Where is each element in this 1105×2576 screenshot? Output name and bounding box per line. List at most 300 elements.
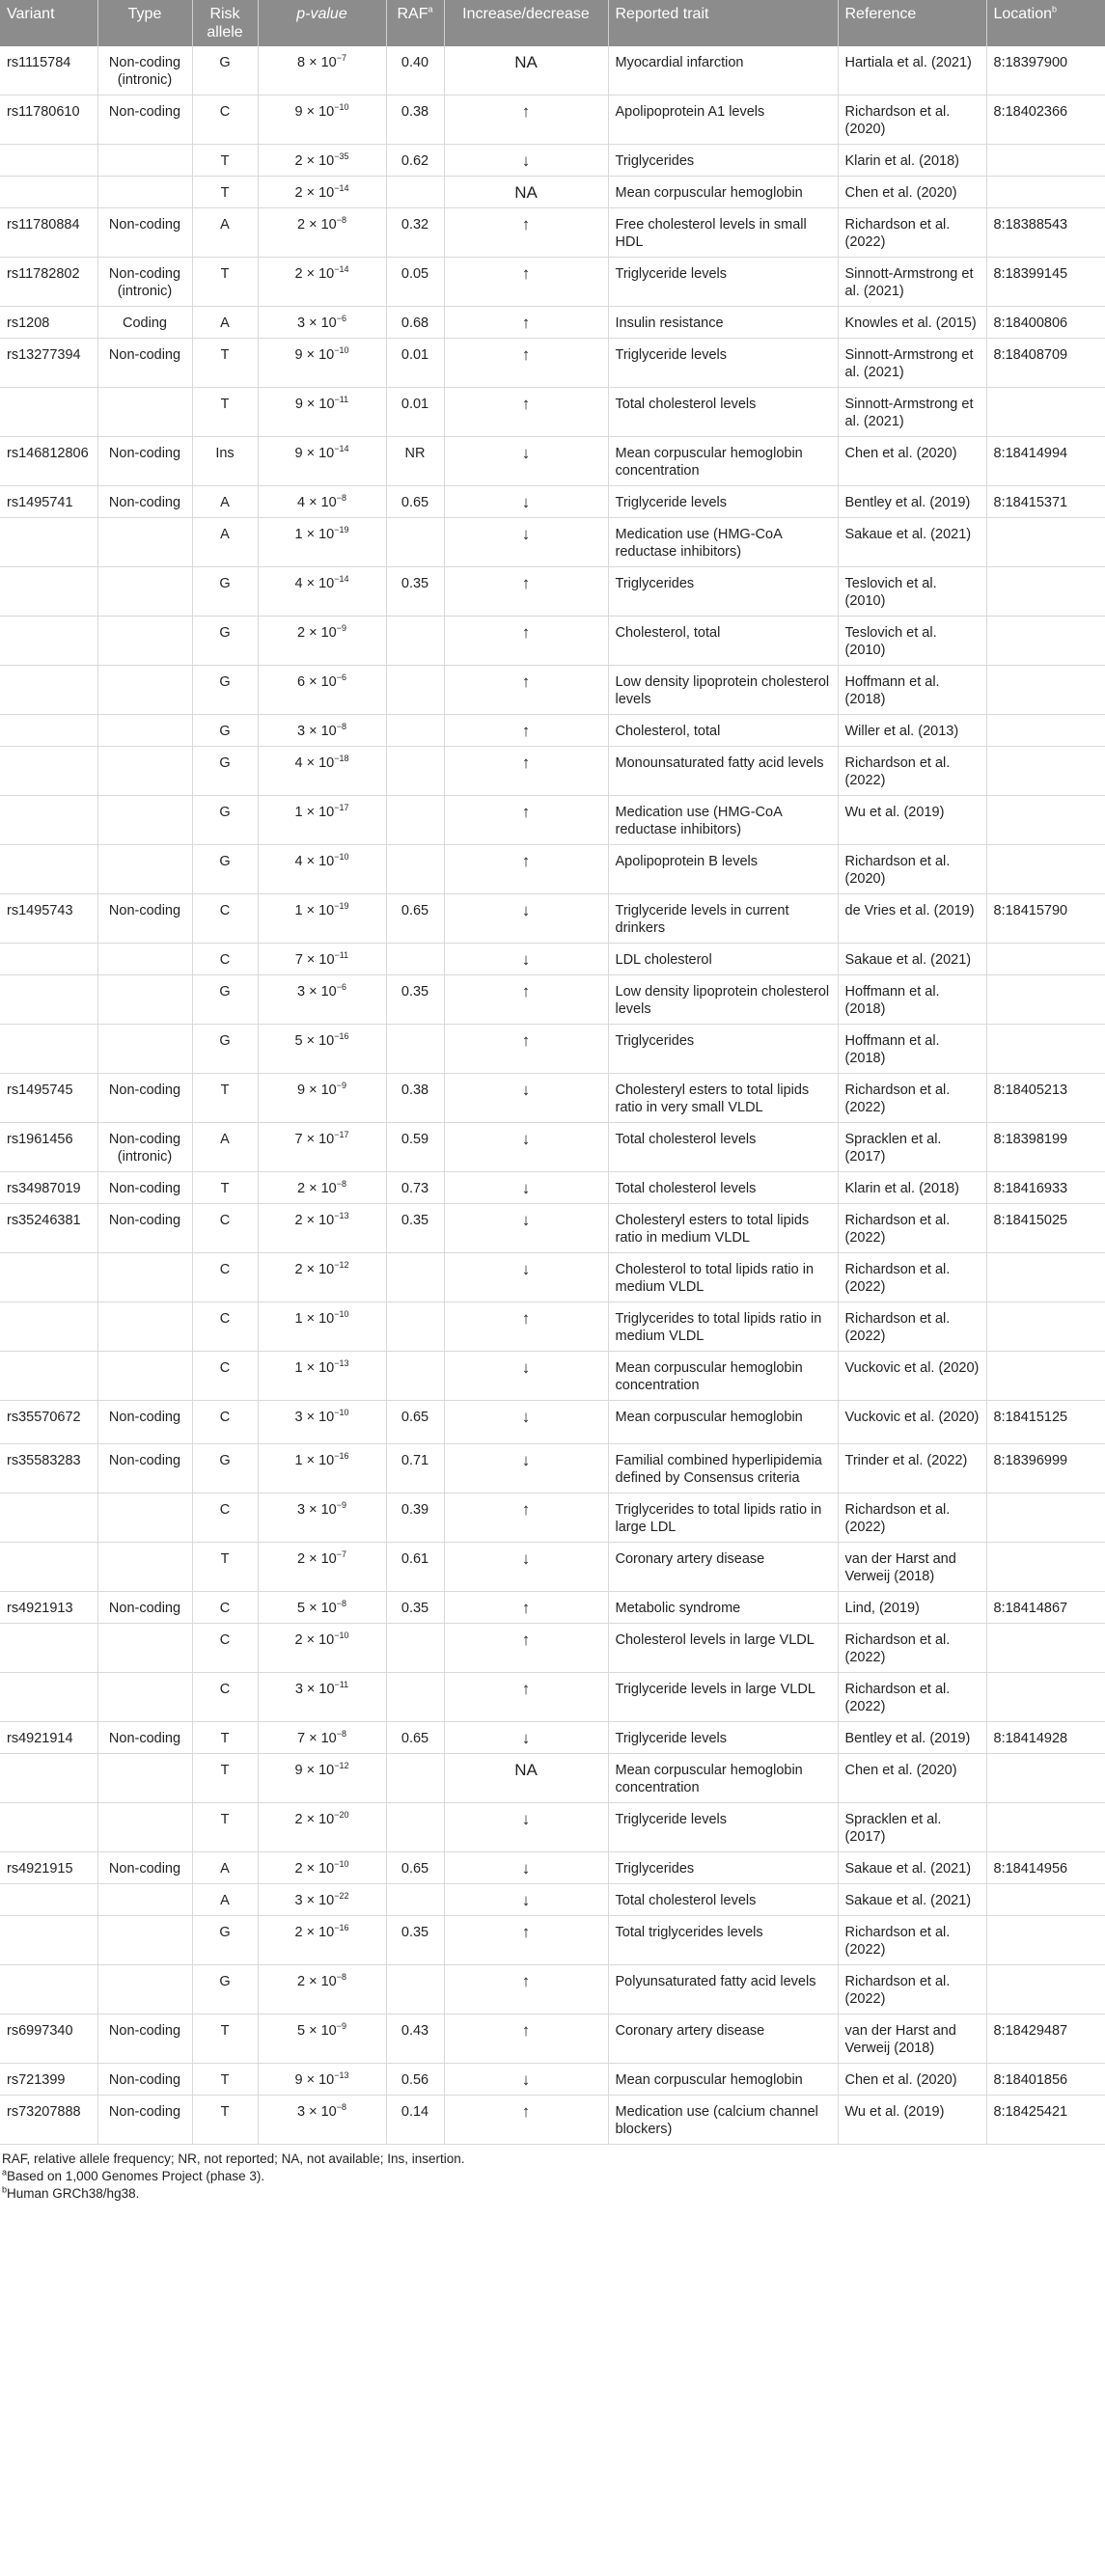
cell-risk-allele: G bbox=[192, 975, 258, 1025]
cell-direction: ↓ bbox=[444, 1172, 608, 1204]
cell-p-value bbox=[258, 145, 386, 177]
cell-raf: 0.01 bbox=[386, 339, 444, 388]
cell-location bbox=[986, 388, 1105, 437]
cell-variant bbox=[0, 1916, 97, 1965]
cell-location bbox=[986, 1543, 1105, 1592]
p-value-exponent: −22 bbox=[334, 1891, 349, 1902]
cell-p-value bbox=[258, 1916, 386, 1965]
p-value-mantissa: 3 × 10 bbox=[294, 1893, 335, 1908]
cell-type bbox=[97, 715, 192, 747]
cell-risk-allele: A bbox=[192, 307, 258, 339]
cell-location: 8:18415025 bbox=[986, 1204, 1105, 1253]
cell-location: 8:18415790 bbox=[986, 894, 1105, 944]
cell-p-value bbox=[258, 1624, 386, 1673]
table-row bbox=[0, 845, 1105, 894]
p-value-exponent: −8 bbox=[336, 722, 346, 732]
cell-direction: ↑ bbox=[444, 1592, 608, 1624]
p-value-exponent: −9 bbox=[336, 2021, 346, 2032]
cell-raf bbox=[386, 1754, 444, 1803]
table-row bbox=[0, 1401, 1105, 1444]
cell-raf bbox=[386, 1965, 444, 2014]
cell-type: Non-coding bbox=[97, 437, 192, 486]
p-value-mantissa: 1 × 10 bbox=[294, 1311, 335, 1327]
cell-risk-allele: C bbox=[192, 1494, 258, 1543]
cell-p-value bbox=[258, 1253, 386, 1302]
cell-location: 8:18402366 bbox=[986, 96, 1105, 145]
cell-variant: rs4921914 bbox=[0, 1722, 97, 1754]
cell-raf: 0.35 bbox=[386, 567, 444, 617]
cell-raf: 0.35 bbox=[386, 1204, 444, 1253]
table-row bbox=[0, 1754, 1105, 1803]
cell-reference: Sakaue et al. (2021) bbox=[838, 944, 986, 975]
p-value-exponent: −35 bbox=[334, 151, 349, 162]
cell-p-value bbox=[258, 2096, 386, 2145]
p-value-mantissa: 7 × 10 bbox=[294, 952, 335, 968]
cell-p-value bbox=[258, 845, 386, 894]
cell-risk-allele: T bbox=[192, 2014, 258, 2064]
cell-direction: ↓ bbox=[444, 1401, 608, 1444]
cell-p-value bbox=[258, 339, 386, 388]
cell-type bbox=[97, 1884, 192, 1916]
cell-raf bbox=[386, 747, 444, 796]
cell-direction: ↓ bbox=[444, 486, 608, 518]
cell-location: 8:18401856 bbox=[986, 2064, 1105, 2096]
cell-variant bbox=[0, 1253, 97, 1302]
p-value-exponent: −10 bbox=[334, 852, 349, 863]
cell-risk-allele: T bbox=[192, 1754, 258, 1803]
cell-type: Non-coding bbox=[97, 1172, 192, 1204]
cell-risk-allele: T bbox=[192, 1803, 258, 1852]
cell-p-value bbox=[258, 2064, 386, 2096]
p-value-mantissa: 3 × 10 bbox=[294, 1682, 335, 1697]
p-value-mantissa: 1 × 10 bbox=[294, 903, 335, 918]
cell-reference: Sakaue et al. (2021) bbox=[838, 1884, 986, 1916]
cell-risk-allele: T bbox=[192, 2064, 258, 2096]
cell-type bbox=[97, 666, 192, 715]
cell-risk-allele: G bbox=[192, 845, 258, 894]
cell-reported-trait: Mean corpuscular hemoglobin concentration bbox=[608, 1754, 838, 1803]
table-row bbox=[0, 2014, 1105, 2064]
cell-raf bbox=[386, 1673, 444, 1722]
cell-reported-trait: Mean corpuscular hemoglobin bbox=[608, 1401, 838, 1444]
cell-direction: ↓ bbox=[444, 2064, 608, 2096]
cell-direction: ↓ bbox=[444, 1253, 608, 1302]
cell-location: 8:18388543 bbox=[986, 208, 1105, 258]
cell-risk-allele: T bbox=[192, 177, 258, 208]
header-type: Type bbox=[97, 0, 192, 46]
cell-reference: Sakaue et al. (2021) bbox=[838, 1852, 986, 1884]
header-variant: Variant bbox=[0, 0, 97, 46]
cell-direction: ↓ bbox=[444, 437, 608, 486]
p-value-mantissa: 2 × 10 bbox=[297, 1974, 337, 1989]
cell-type bbox=[97, 944, 192, 975]
header-p-value: p-value bbox=[258, 0, 386, 46]
cell-p-value bbox=[258, 1401, 386, 1444]
cell-location bbox=[986, 845, 1105, 894]
header-row bbox=[0, 0, 1105, 46]
cell-variant bbox=[0, 1884, 97, 1916]
cell-raf: 0.65 bbox=[386, 894, 444, 944]
cell-raf bbox=[386, 1025, 444, 1074]
cell-direction: NA bbox=[444, 177, 608, 208]
cell-p-value bbox=[258, 1592, 386, 1624]
cell-reference: Richardson et al. (2022) bbox=[838, 1965, 986, 2014]
cell-location: 8:18405213 bbox=[986, 1074, 1105, 1123]
cell-variant: rs146812806 bbox=[0, 437, 97, 486]
cell-risk-allele: A bbox=[192, 1884, 258, 1916]
cell-raf: 0.62 bbox=[386, 145, 444, 177]
cell-reported-trait: Apolipoprotein B levels bbox=[608, 845, 838, 894]
table-row bbox=[0, 1302, 1105, 1352]
table-row bbox=[0, 1916, 1105, 1965]
cell-type bbox=[97, 845, 192, 894]
cell-p-value bbox=[258, 796, 386, 845]
cell-reported-trait: Apolipoprotein A1 levels bbox=[608, 96, 838, 145]
p-value-exponent: −10 bbox=[334, 1859, 349, 1870]
cell-p-value bbox=[258, 944, 386, 975]
p-value-exponent: −12 bbox=[334, 1260, 349, 1271]
cell-raf bbox=[386, 796, 444, 845]
table-row bbox=[0, 1884, 1105, 1916]
cell-raf bbox=[386, 1624, 444, 1673]
cell-reference: Richardson et al. (2022) bbox=[838, 1253, 986, 1302]
cell-raf: 0.38 bbox=[386, 96, 444, 145]
cell-raf: 0.35 bbox=[386, 975, 444, 1025]
p-value-exponent: −14 bbox=[334, 574, 349, 585]
cell-location: 8:18425421 bbox=[986, 2096, 1105, 2145]
cell-variant bbox=[0, 388, 97, 437]
cell-risk-allele: A bbox=[192, 518, 258, 567]
p-value-exponent: −13 bbox=[334, 2070, 349, 2081]
cell-variant bbox=[0, 1302, 97, 1352]
cell-risk-allele: T bbox=[192, 2096, 258, 2145]
cell-direction: ↑ bbox=[444, 1673, 608, 1722]
cell-direction: ↓ bbox=[444, 944, 608, 975]
cell-variant bbox=[0, 1025, 97, 1074]
cell-p-value bbox=[258, 617, 386, 666]
table-row bbox=[0, 1965, 1105, 2014]
cell-direction: ↑ bbox=[444, 617, 608, 666]
table-row bbox=[0, 339, 1105, 388]
cell-risk-allele: C bbox=[192, 1592, 258, 1624]
cell-location bbox=[986, 1302, 1105, 1352]
p-value-exponent: −13 bbox=[334, 1211, 349, 1221]
cell-type bbox=[97, 518, 192, 567]
table-row bbox=[0, 567, 1105, 617]
cell-reference: Klarin et al. (2018) bbox=[838, 145, 986, 177]
table-row bbox=[0, 46, 1105, 96]
cell-risk-allele: C bbox=[192, 1352, 258, 1401]
cell-variant bbox=[0, 944, 97, 975]
cell-reference: Richardson et al. (2022) bbox=[838, 1074, 986, 1123]
cell-direction: ↓ bbox=[444, 1204, 608, 1253]
cell-location bbox=[986, 1965, 1105, 2014]
p-value-mantissa: 2 × 10 bbox=[294, 185, 335, 201]
cell-location bbox=[986, 518, 1105, 567]
cell-location bbox=[986, 1025, 1105, 1074]
cell-risk-allele: C bbox=[192, 1302, 258, 1352]
cell-p-value bbox=[258, 1673, 386, 1722]
cell-reported-trait: Low density lipoprotein cholesterol levels bbox=[608, 975, 838, 1025]
cell-type bbox=[97, 145, 192, 177]
cell-reference: Vuckovic et al. (2020) bbox=[838, 1352, 986, 1401]
cell-reported-trait: Metabolic syndrome bbox=[608, 1592, 838, 1624]
cell-direction: ↑ bbox=[444, 2096, 608, 2145]
p-value-exponent: −7 bbox=[336, 53, 346, 64]
p-value-exponent: −8 bbox=[336, 1179, 346, 1190]
cell-reported-trait: Triglycerides to total lipids ratio in large LDL bbox=[608, 1494, 838, 1543]
cell-variant bbox=[0, 617, 97, 666]
cell-risk-allele: C bbox=[192, 1204, 258, 1253]
cell-raf: 0.14 bbox=[386, 2096, 444, 2145]
cell-reported-trait: Medication use (HMG-CoA reductase inhibitors) bbox=[608, 518, 838, 567]
p-value-mantissa: 2 × 10 bbox=[297, 217, 337, 233]
cell-type: Non-coding bbox=[97, 1444, 192, 1494]
cell-direction: ↑ bbox=[444, 2014, 608, 2064]
p-value-mantissa: 2 × 10 bbox=[294, 1812, 335, 1827]
cell-risk-allele: T bbox=[192, 339, 258, 388]
cell-direction: ↑ bbox=[444, 1916, 608, 1965]
cell-reference: Hartiala et al. (2021) bbox=[838, 46, 986, 96]
table-row bbox=[0, 2064, 1105, 2096]
cell-reference: Richardson et al. (2022) bbox=[838, 1204, 986, 1253]
cell-raf bbox=[386, 944, 444, 975]
table-row bbox=[0, 518, 1105, 567]
cell-raf bbox=[386, 1884, 444, 1916]
cell-risk-allele: Ins bbox=[192, 437, 258, 486]
cell-variant bbox=[0, 1624, 97, 1673]
cell-p-value bbox=[258, 486, 386, 518]
cell-location bbox=[986, 1884, 1105, 1916]
cell-reference: Wu et al. (2019) bbox=[838, 2096, 986, 2145]
p-value-mantissa: 5 × 10 bbox=[297, 2023, 337, 2039]
cell-direction: ↑ bbox=[444, 666, 608, 715]
cell-variant: rs73207888 bbox=[0, 2096, 97, 2145]
cell-variant: rs6997340 bbox=[0, 2014, 97, 2064]
cell-location bbox=[986, 145, 1105, 177]
cell-direction: ↑ bbox=[444, 1302, 608, 1352]
p-value-exponent: −10 bbox=[334, 1408, 349, 1418]
cell-direction: ↑ bbox=[444, 1494, 608, 1543]
cell-location: 8:18415371 bbox=[986, 486, 1105, 518]
cell-location bbox=[986, 715, 1105, 747]
table-row bbox=[0, 307, 1105, 339]
cell-p-value bbox=[258, 2014, 386, 2064]
cell-location bbox=[986, 1803, 1105, 1852]
cell-direction: ↑ bbox=[444, 975, 608, 1025]
table-row bbox=[0, 1123, 1105, 1172]
p-value-exponent: −10 bbox=[334, 1309, 349, 1320]
cell-risk-allele: C bbox=[192, 1401, 258, 1444]
cell-direction: ↓ bbox=[444, 1444, 608, 1494]
p-value-exponent: −8 bbox=[336, 215, 346, 226]
cell-risk-allele: T bbox=[192, 388, 258, 437]
cell-risk-allele: G bbox=[192, 747, 258, 796]
cell-p-value bbox=[258, 1543, 386, 1592]
cell-risk-allele: T bbox=[192, 1172, 258, 1204]
cell-variant bbox=[0, 1352, 97, 1401]
table-row bbox=[0, 1204, 1105, 1253]
cell-risk-allele: T bbox=[192, 1074, 258, 1123]
cell-type bbox=[97, 1302, 192, 1352]
cell-location: 8:18398199 bbox=[986, 1123, 1105, 1172]
cell-risk-allele: G bbox=[192, 1444, 258, 1494]
cell-direction: ↓ bbox=[444, 1803, 608, 1852]
cell-reported-trait: Medication use (HMG-CoA reductase inhibitors) bbox=[608, 796, 838, 845]
cell-reference: Willer et al. (2013) bbox=[838, 715, 986, 747]
p-value-mantissa: 5 × 10 bbox=[297, 1601, 337, 1616]
cell-location: 8:18414956 bbox=[986, 1852, 1105, 1884]
cell-variant bbox=[0, 975, 97, 1025]
p-value-exponent: −6 bbox=[336, 314, 346, 324]
table-row bbox=[0, 1852, 1105, 1884]
cell-reported-trait: Triglycerides bbox=[608, 567, 838, 617]
cell-type: Non-coding bbox=[97, 1401, 192, 1444]
table-row bbox=[0, 617, 1105, 666]
footnotes bbox=[0, 2145, 1105, 2203]
cell-type: Non-coding bbox=[97, 1722, 192, 1754]
cell-type: Non-coding bbox=[97, 1592, 192, 1624]
table-row bbox=[0, 1494, 1105, 1543]
p-value-mantissa: 3 × 10 bbox=[297, 1502, 337, 1518]
table-row bbox=[0, 1673, 1105, 1722]
cell-risk-allele: C bbox=[192, 1253, 258, 1302]
cell-type: Coding bbox=[97, 307, 192, 339]
cell-raf bbox=[386, 715, 444, 747]
footnote-abbreviations: RAF, relative allele frequency; NR, not reported; NA, not available; Ins, insertion. bbox=[2, 2151, 465, 2166]
cell-reference: Richardson et al. (2022) bbox=[838, 208, 986, 258]
cell-type: Non-coding bbox=[97, 2014, 192, 2064]
cell-location: 8:18399145 bbox=[986, 258, 1105, 307]
cell-p-value bbox=[258, 46, 386, 96]
cell-direction: ↑ bbox=[444, 208, 608, 258]
cell-p-value bbox=[258, 307, 386, 339]
cell-p-value bbox=[258, 388, 386, 437]
cell-p-value bbox=[258, 1302, 386, 1352]
footnote-b: $^b$Human GRCh38/hg38. bbox=[2, 2184, 140, 2201]
cell-type bbox=[97, 1025, 192, 1074]
cell-reported-trait: Total cholesterol levels bbox=[608, 1123, 838, 1172]
p-value-mantissa: 4 × 10 bbox=[294, 755, 335, 771]
cell-risk-allele: G bbox=[192, 46, 258, 96]
cell-type bbox=[97, 1916, 192, 1965]
cell-reported-trait: Monounsaturated fatty acid levels bbox=[608, 747, 838, 796]
p-value-exponent: −8 bbox=[336, 1972, 346, 1983]
cell-variant: rs1208 bbox=[0, 307, 97, 339]
cell-reference: Hoffmann et al. (2018) bbox=[838, 1025, 986, 1074]
cell-reference: Bentley et al. (2019) bbox=[838, 486, 986, 518]
p-value-mantissa: 4 × 10 bbox=[294, 576, 335, 591]
cell-reference: Sinnott-Armstrong et al. (2021) bbox=[838, 258, 986, 307]
cell-variant: rs35570672 bbox=[0, 1401, 97, 1444]
cell-variant: rs11782802 bbox=[0, 258, 97, 307]
table-row bbox=[0, 1592, 1105, 1624]
cell-location: 8:18429487 bbox=[986, 2014, 1105, 2064]
cell-type bbox=[97, 1253, 192, 1302]
cell-p-value bbox=[258, 1722, 386, 1754]
p-value-exponent: −10 bbox=[334, 1631, 349, 1641]
table-row bbox=[0, 2096, 1105, 2145]
table-row bbox=[0, 486, 1105, 518]
cell-type bbox=[97, 1624, 192, 1673]
cell-reported-trait: Cholesterol to total lipids ratio in medium VLDL bbox=[608, 1253, 838, 1302]
cell-raf bbox=[386, 1803, 444, 1852]
cell-location bbox=[986, 666, 1105, 715]
p-value-exponent: −16 bbox=[334, 1031, 349, 1042]
cell-reference: Richardson et al. (2020) bbox=[838, 96, 986, 145]
table-row bbox=[0, 666, 1105, 715]
p-value-exponent: −16 bbox=[334, 1451, 349, 1462]
cell-reported-trait: Triglycerides to total lipids ratio in medium VLDL bbox=[608, 1302, 838, 1352]
cell-variant: rs11780610 bbox=[0, 96, 97, 145]
cell-location: 8:18396999 bbox=[986, 1444, 1105, 1494]
cell-location bbox=[986, 1494, 1105, 1543]
p-value-exponent: −6 bbox=[336, 672, 346, 683]
table-row bbox=[0, 96, 1105, 145]
cell-risk-allele: T bbox=[192, 1722, 258, 1754]
p-value-exponent: −13 bbox=[334, 1358, 349, 1369]
cell-reported-trait: Free cholesterol levels in small HDL bbox=[608, 208, 838, 258]
cell-reported-trait: Insulin resistance bbox=[608, 307, 838, 339]
p-value-mantissa: 3 × 10 bbox=[297, 315, 337, 331]
p-value-mantissa: 3 × 10 bbox=[294, 1410, 335, 1425]
cell-p-value bbox=[258, 1965, 386, 2014]
cell-reference: Vuckovic et al. (2020) bbox=[838, 1401, 986, 1444]
cell-risk-allele: G bbox=[192, 796, 258, 845]
cell-reference: Richardson et al. (2022) bbox=[838, 1624, 986, 1673]
cell-reported-trait: Triglyceride levels bbox=[608, 258, 838, 307]
cell-reference: Teslovich et al. (2010) bbox=[838, 617, 986, 666]
p-value-mantissa: 2 × 10 bbox=[297, 625, 337, 641]
cell-p-value bbox=[258, 177, 386, 208]
cell-p-value bbox=[258, 1754, 386, 1803]
p-value-exponent: −14 bbox=[334, 264, 349, 275]
p-value-exponent: −12 bbox=[334, 1761, 349, 1771]
cell-reported-trait: Triglyceride levels bbox=[608, 1803, 838, 1852]
cell-reported-trait: Polyunsaturated fatty acid levels bbox=[608, 1965, 838, 2014]
cell-variant: rs1495741 bbox=[0, 486, 97, 518]
p-value-mantissa: 7 × 10 bbox=[297, 1731, 337, 1746]
cell-reference: Richardson et al. (2022) bbox=[838, 1302, 986, 1352]
cell-reported-trait: Cholesterol, total bbox=[608, 617, 838, 666]
cell-location bbox=[986, 747, 1105, 796]
cell-raf: 0.35 bbox=[386, 1916, 444, 1965]
cell-type: Non-coding bbox=[97, 894, 192, 944]
cell-p-value bbox=[258, 747, 386, 796]
cell-reference: Spracklen et al. (2017) bbox=[838, 1803, 986, 1852]
cell-direction: ↓ bbox=[444, 518, 608, 567]
cell-reported-trait: Cholesteryl esters to total lipids ratio in medium VLDL bbox=[608, 1204, 838, 1253]
cell-direction: ↓ bbox=[444, 1352, 608, 1401]
cell-type bbox=[97, 1965, 192, 2014]
cell-p-value bbox=[258, 1025, 386, 1074]
cell-risk-allele: G bbox=[192, 617, 258, 666]
cell-direction: ↓ bbox=[444, 1722, 608, 1754]
p-value-mantissa: 3 × 10 bbox=[297, 984, 337, 1000]
cell-raf: 0.73 bbox=[386, 1172, 444, 1204]
cell-direction: ↑ bbox=[444, 339, 608, 388]
cell-reference: van der Harst and Verweij (2018) bbox=[838, 2014, 986, 2064]
cell-direction: ↑ bbox=[444, 747, 608, 796]
header-increase-decrease: Increase/decrease bbox=[444, 0, 608, 46]
cell-reported-trait: Total cholesterol levels bbox=[608, 1884, 838, 1916]
cell-raf: NR bbox=[386, 437, 444, 486]
table-row bbox=[0, 177, 1105, 208]
cell-reported-trait: Triglycerides bbox=[608, 1852, 838, 1884]
cell-reported-trait: Total cholesterol levels bbox=[608, 1172, 838, 1204]
cell-p-value bbox=[258, 258, 386, 307]
cell-reference: Knowles et al. (2015) bbox=[838, 307, 986, 339]
